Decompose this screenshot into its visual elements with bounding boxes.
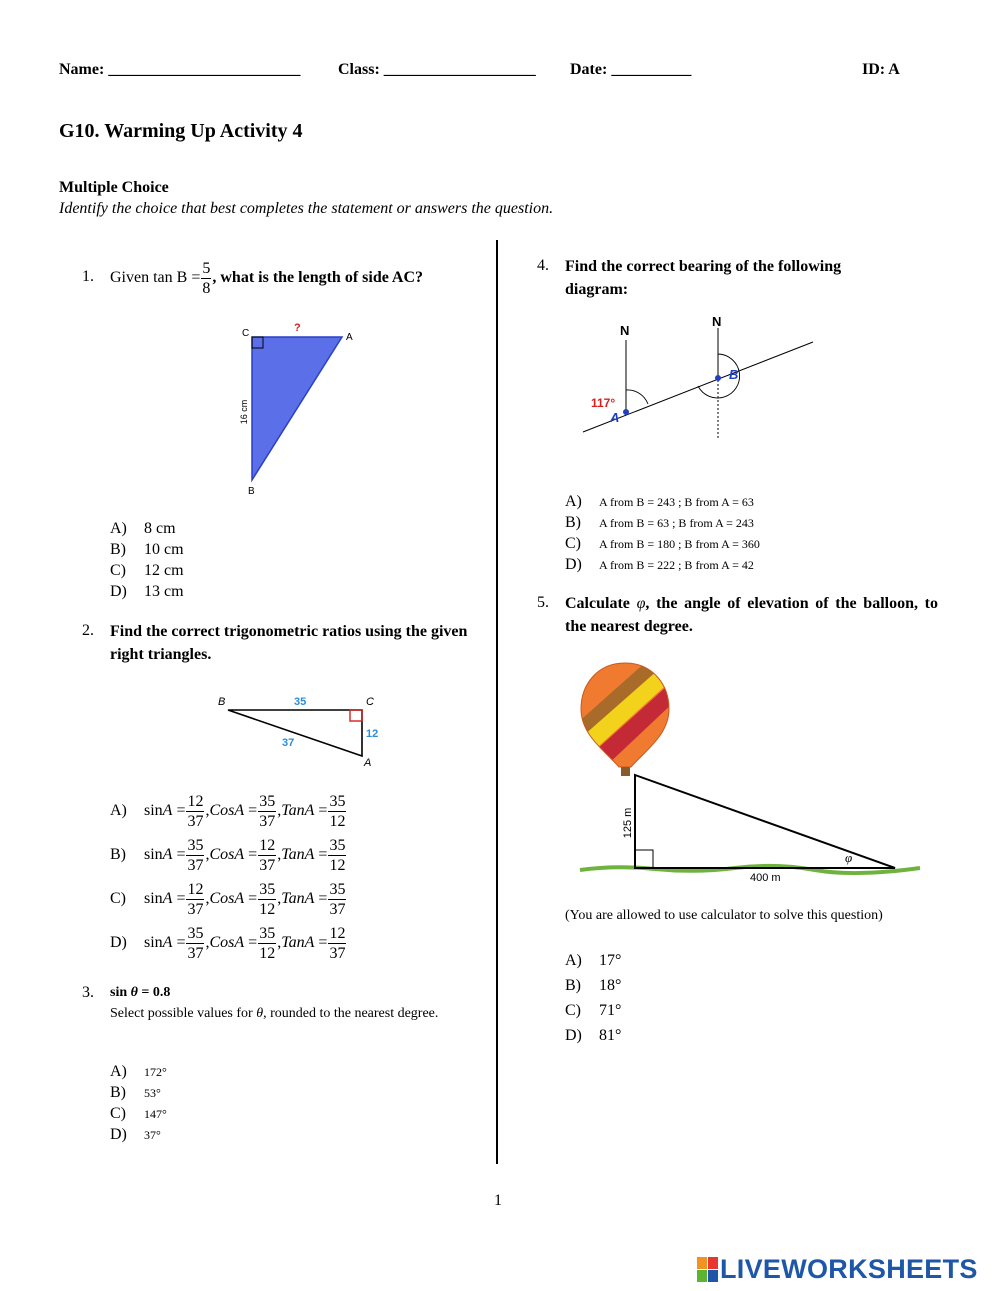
page-number: 1: [494, 1192, 502, 1209]
q1-option-d[interactable]: D) 13 cm: [110, 583, 184, 600]
q3-option-b[interactable]: B) 53°: [110, 1084, 161, 1101]
q2-triangle-figure: [212, 690, 392, 772]
q2-option-b[interactable]: B) sinA = $\frac{35}{37}$ ,CosA = $\frac{12}{37}$ ,TanA = $\frac{35}{12}$: [110, 836, 346, 874]
logo-block-1: [697, 1257, 707, 1269]
q4-label-n1: N: [620, 323, 630, 338]
q1-unknown-label: ?: [294, 322, 301, 334]
date-field: [570, 61, 691, 79]
q5-number: 5.: [537, 594, 549, 611]
q1-option-a[interactable]: A) 8 cm: [110, 520, 176, 537]
q5-option-d[interactable]: D) 81°: [565, 1027, 622, 1044]
q2-text: Find the correct trigonometric ratios using the given right triangles.: [110, 623, 468, 663]
q2-label-12: 12: [366, 728, 379, 740]
q1-option-c[interactable]: C) 12 cm: [110, 562, 184, 579]
q4-text: Find the correct bearing of the following diagram:: [565, 258, 842, 298]
q1-triangle: [252, 337, 342, 480]
liveworksheets-logo[interactable]: [697, 1253, 978, 1284]
q5-balloon: [575, 655, 675, 775]
q5-text: Calculate φ, the angle of elevation of the balloon, to the nearest degree.: [565, 595, 939, 635]
q4-number: 4.: [537, 257, 549, 274]
q2-label-b: B: [218, 696, 226, 708]
q5-option-a[interactable]: A) 17°: [565, 952, 622, 969]
q2-option-c[interactable]: C) sinA = $\frac{12}{37}$ ,CosA = $\frac{35}{12}$ ,TanA = $\frac{35}{37}$: [110, 880, 346, 918]
q5-right-angle-mark: [635, 850, 653, 868]
q1-text: Given tan B = $\frac{5}{8}$ , what is the length of side AC?: [110, 259, 424, 297]
q4-label-b: B: [729, 367, 739, 382]
q2-number: 2.: [82, 622, 94, 639]
q1-label-c: C: [242, 328, 250, 339]
q2-right-angle-mark: [350, 710, 362, 721]
q3-equation: sin θ = 0.8: [110, 985, 171, 1000]
page-title: G10. Warming Up Activity 4: [59, 120, 303, 142]
q1-number: 1.: [82, 268, 94, 285]
id-value: A: [888, 61, 900, 78]
q5-base-label: 400 m: [750, 872, 781, 884]
q5-balloon-figure: [575, 655, 930, 890]
q5-option-c[interactable]: C) 71°: [565, 1002, 622, 1019]
date-label: Date:: [570, 61, 608, 78]
q2-label-37: 37: [282, 737, 295, 749]
q2-label-c: C: [366, 696, 374, 708]
section-heading: Multiple Choice: [59, 179, 169, 196]
q1-options: [110, 520, 184, 604]
q2-label-a: A: [364, 757, 372, 769]
q5-triangle: [635, 775, 895, 868]
q2-triangle: [228, 710, 362, 756]
q4-option-a[interactable]: A) A from B = 243 ; B from A = 63: [565, 493, 754, 510]
q4-option-c[interactable]: C) A from B = 180 ; B from A = 360: [565, 535, 760, 552]
q4-option-d[interactable]: D) A from B = 222 ; B from A = 42: [565, 556, 754, 573]
logo-block-4: [708, 1270, 718, 1282]
q3-option-a[interactable]: A) 172°: [110, 1063, 167, 1080]
name-blank[interactable]: ________________________: [108, 61, 301, 78]
q1-fraction: $\frac{5}{8}$: [202, 259, 211, 297]
column-divider: [496, 240, 498, 1164]
logo-blocks-icon: [697, 1257, 718, 1282]
logo-block-2: [708, 1257, 718, 1269]
class-blank[interactable]: ___________________: [383, 61, 536, 78]
q3-text: Select possible values for θ, rounded to the nearest degree.: [110, 1006, 439, 1021]
q5-height-label: 125 m: [622, 807, 634, 839]
id-label: ID:: [862, 61, 886, 78]
q5-note: (You are allowed to use calculator to solve this question): [565, 908, 883, 923]
date-blank[interactable]: __________: [611, 61, 692, 78]
q3-option-d[interactable]: D) 37°: [110, 1126, 161, 1143]
q4-label-a: A: [610, 410, 620, 425]
q1-side-label: 16 cm: [239, 399, 249, 425]
q5-basket: [621, 767, 630, 776]
q3-options: [110, 1063, 167, 1147]
q2-option-d[interactable]: D) sinA = $\frac{35}{37}$ ,CosA = $\frac{35}{12}$ ,TanA = $\frac{12}{37}$: [110, 924, 346, 962]
q1-label-b: B: [248, 486, 255, 497]
q5-options: [565, 952, 621, 1052]
q4-point-a: [623, 409, 629, 415]
q2-options: [110, 789, 347, 965]
q5-option-b[interactable]: B) 18°: [565, 977, 622, 994]
q4-point-b: [715, 375, 721, 381]
name-field: [59, 61, 300, 79]
q1-label-a: A: [346, 332, 353, 343]
name-label: Name:: [59, 61, 105, 78]
q3-option-c[interactable]: C) 147°: [110, 1105, 167, 1122]
q2-label-35: 35: [294, 696, 307, 708]
q3-number: 3.: [82, 984, 94, 1001]
logo-block-3: [697, 1270, 707, 1282]
q2-option-a[interactable]: A) sinA = $\frac{12}{37}$ ,CosA = $\frac{35}{37}$ ,TanA = $\frac{35}{12}$: [110, 792, 346, 830]
q5-angle-label: φ: [845, 850, 853, 865]
logo-text: LIVEWORKSHEETS: [720, 1253, 978, 1284]
q4-angle-arc-a: [626, 390, 648, 404]
q1-function: tan B =: [153, 269, 201, 286]
q1-option-b[interactable]: B) 10 cm: [110, 541, 184, 558]
id-field: [862, 61, 900, 79]
class-label: Class:: [338, 61, 380, 78]
q4-angle-label: 117°: [591, 396, 616, 410]
section-instruction: Identify the choice that best completes the statement or answers the question.: [59, 200, 554, 217]
q4-bearing-figure: [575, 310, 830, 445]
q4-option-b[interactable]: B) A from B = 63 ; B from A = 243: [565, 514, 754, 531]
q4-options: [565, 493, 760, 577]
q1-triangle-figure: [236, 320, 360, 500]
q4-label-n2: N: [712, 314, 722, 329]
class-field: [338, 61, 536, 79]
